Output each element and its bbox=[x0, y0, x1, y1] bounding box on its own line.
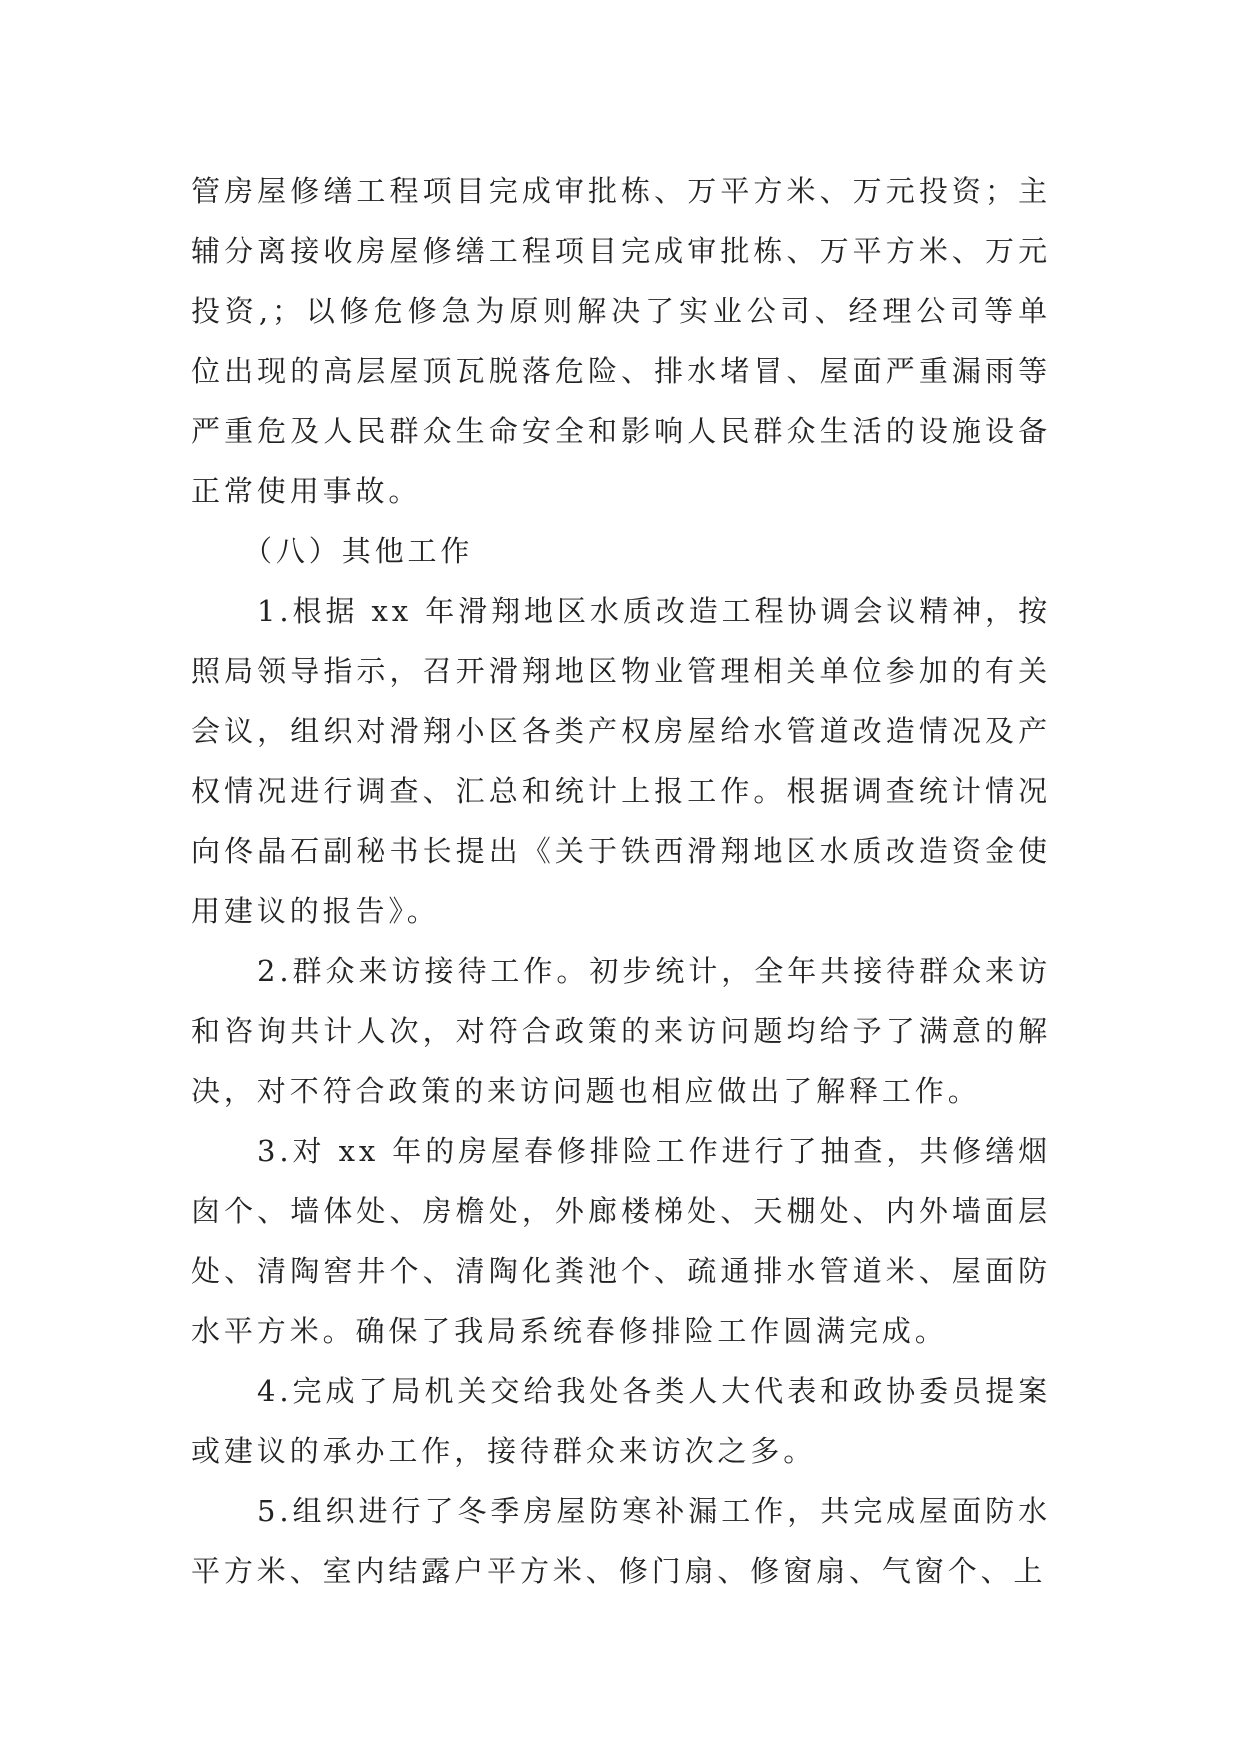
section-heading: （八）其他工作 bbox=[243, 534, 474, 568]
paragraph-item-3: 3.对 xx 年的房屋春修排险工作进行了抽查，共修缮烟囱个、墙体处、房檐处，外廊楼梯处、天棚处、内外墙面层处、清陶窖井个、清陶化粪池个、疏通排水管道米、屋面防水平方米。确保了我局系统春修排险工作圆满完成。 bbox=[191, 1134, 1051, 1348]
paragraph-item-1: 1.根据 xx 年滑翔地区水质改造工程协调会议精神，按照局领导指示，召开滑翔地区物业管理相关单位参加的有关会议，组织对滑翔小区各类产权房屋给水管道改造情况及产权情况进行调查、汇总和统计上报工作。根据调查统计情况向佟晶石副秘书长提出《关于铁西滑翔地区水质改造资金使用建议的报告》。 bbox=[191, 594, 1051, 928]
paragraph-continuation: 管房屋修缮工程项目完成审批栋、万平方米、万元投资；主辅分离接收房屋修缮工程项目完成审批栋、万平方米、万元投资,；以修危修急为原则解决了实业公司、经理公司等单位出现的高层屋顶瓦脱落危险、排水堵冒、屋面严重漏雨等严重危及人民群众生命安全和影响人民群众生活的设施设备正常使用事故。 bbox=[191, 174, 1051, 508]
document-body bbox=[191, 161, 1051, 1601]
paragraph-item-2: 2.群众来访接待工作。初步统计，全年共接待群众来访和咨询共计人次，对符合政策的来访问题均给予了满意的解决，对不符合政策的来访问题也相应做出了解释工作。 bbox=[191, 954, 1051, 1108]
paragraph-item-4: 4.完成了局机关交给我处各类人大代表和政协委员提案或建议的承办工作，接待群众来访次之多。 bbox=[191, 1374, 1051, 1468]
paragraph-item-5: 5.组织进行了冬季房屋防寒补漏工作，共完成屋面防水平方米、室内结露户平方米、修门扇、修窗扇、气窗个、上 bbox=[191, 1494, 1051, 1588]
